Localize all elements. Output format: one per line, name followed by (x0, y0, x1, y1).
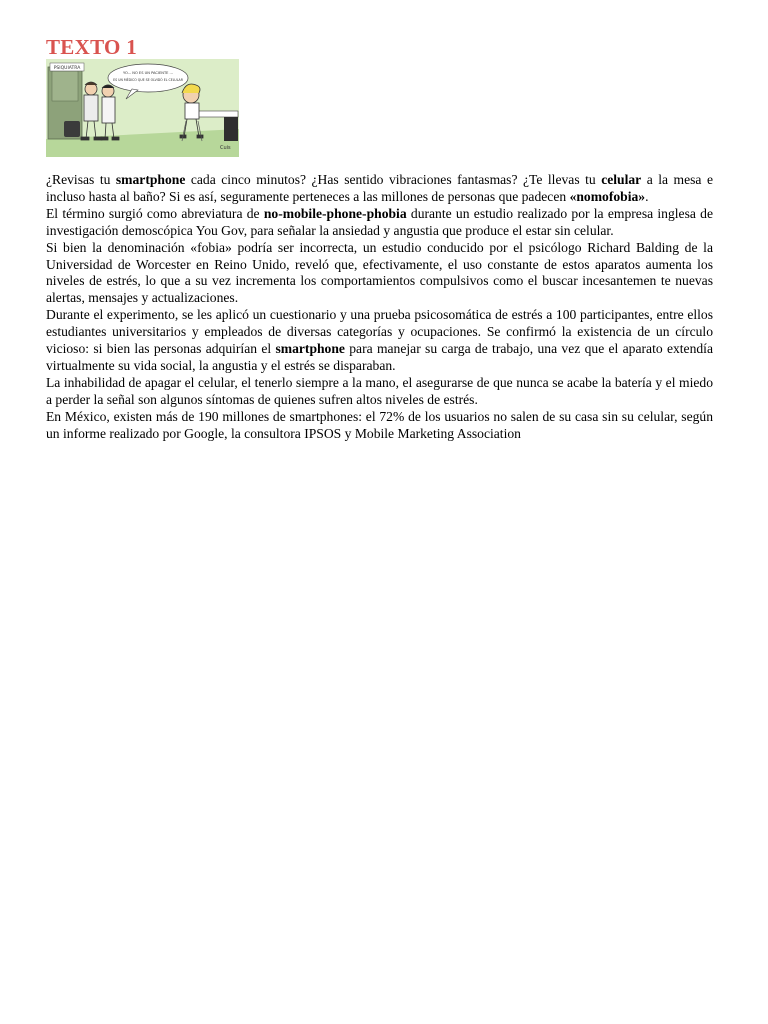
text-run: En México, existen más de 190 millones de smartphones: el 72% de los usuarios no salen de su casa sin su celular, según un informe realizado por Google, la consultora IPSOS y Mobile Marketing Association (46, 408, 713, 441)
bold-term: «nomofobia» (569, 188, 646, 204)
bubble-text-1: YO... NO ES UN PACIENTE ... (123, 71, 173, 75)
door-sign-text: PSIQUIATRA (53, 66, 81, 71)
paragraph (46, 307, 713, 375)
bubble-text-2: ES UN MÉDICO QUE SE OLVIDÓ EL CELULAR (113, 78, 183, 82)
document-title: TEXTO 1 (46, 35, 137, 59)
paragraph (46, 409, 713, 443)
paragraph (46, 172, 713, 206)
bold-term: no-mobile-phone-phobia (263, 205, 407, 221)
text-run: para manejar su carga de trabajo, una vez que el aparato extendía virtualmente su vida social, la angustia y el estrés se disparaban. (46, 341, 713, 373)
bold-term: smartphone (275, 341, 345, 357)
document-body (46, 172, 713, 443)
desk (196, 111, 238, 117)
text-run: cada cinco minutos? ¿Has sentido vibraciones fantasmas? ¿Te llevas tu (185, 172, 602, 187)
text-run: El término surgió como abreviatura de (46, 205, 264, 221)
text-run: . (645, 188, 649, 204)
text-run: La inhabilidad de apagar el celular, el tenerlo siempre a la mano, el asegurarse de que nunca se acabe la batería y el miedo a perder la señal son algunos síntomas de quienes sufren altos niveles de estrés. (46, 374, 713, 407)
briefcase (64, 121, 80, 137)
text-run: ¿Revisas tu (46, 172, 116, 187)
text-run: a la mesa e incluso hasta al baño? Si es así, seguramente perteneces a las millones de personas que padecen (46, 172, 713, 204)
cartoon-signature: Cuis (220, 145, 231, 151)
bold-term: smartphone (115, 172, 186, 187)
text-run: durante un estudio realizado por la empresa inglesa de investigación demoscópica You Gov, para señalar la ansiedad y angustia que produce el estar sin celular. (46, 205, 714, 238)
text-run: Durante el experimento, se les aplicó un cuestionario y una prueba psicosomática de estrés a 100 participantes, entre ellos estudiantes universitarios y empleados de diversas categorías y ocupaciones. Se confirmó la existencia de un círculo vicioso: si bien las personas adquirían el (46, 307, 713, 357)
text-run: Si bien la denominación «fobia» podría ser incorrecta, un estudio conducido por el psicólogo Richard Balding de la Universidad de Worcester en Reino Unido, reveló que, efectivamente, el uso constante de estos aparatos aumenta los niveles de estrés, lo que a su vez incrementa los comportamientos compulsivos como el buscar incesantemen te nuevas alertas, mensajes y actualizaciones. (46, 239, 713, 306)
paragraph (46, 375, 713, 409)
paragraph (46, 206, 713, 240)
bold-term: celular (601, 172, 642, 187)
paragraph (46, 240, 713, 308)
cartoon-illustration (46, 59, 239, 157)
